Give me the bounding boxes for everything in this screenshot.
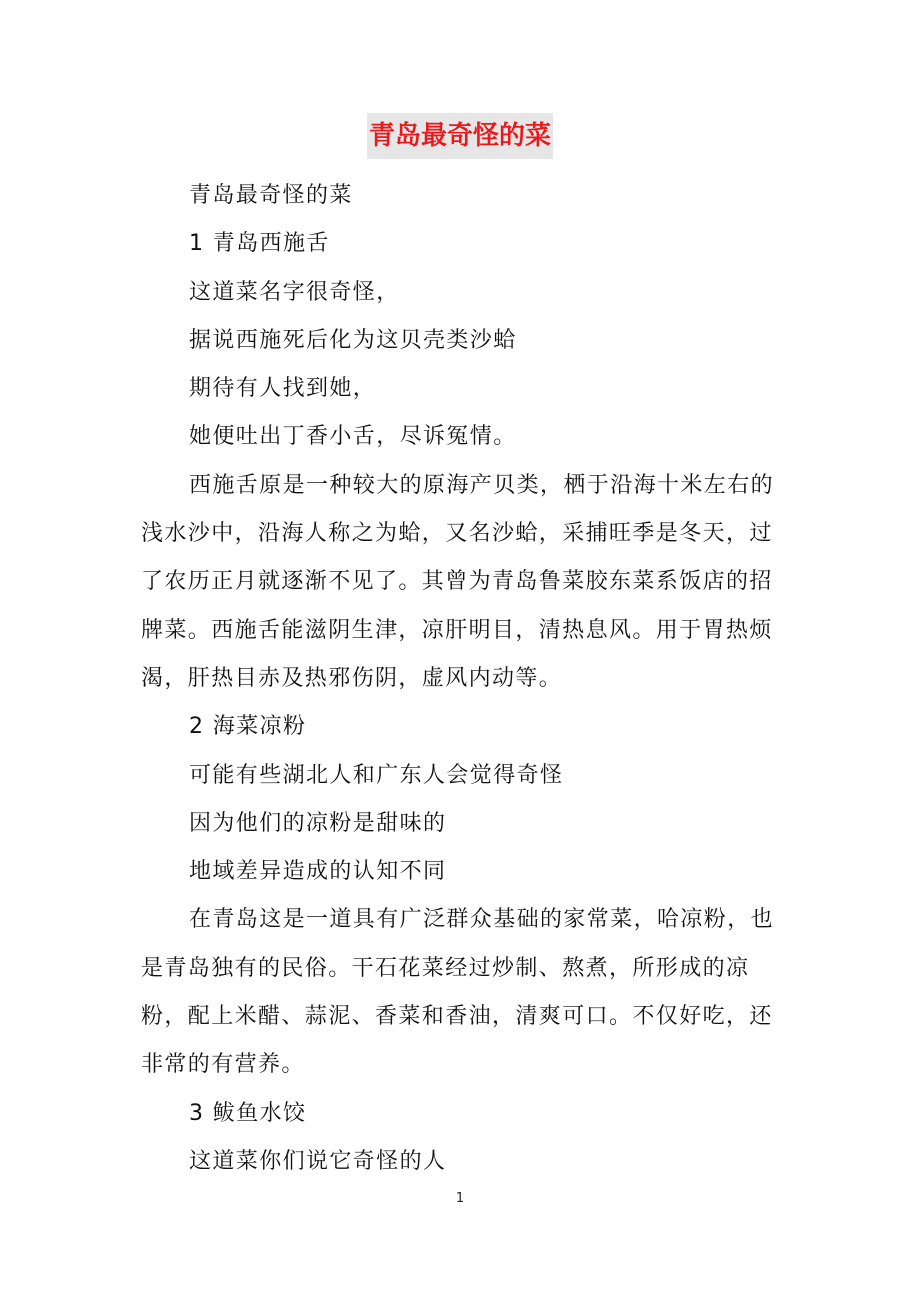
document-title: 青岛最奇怪的菜: [367, 113, 553, 159]
document-title-block: [0, 113, 920, 159]
document-body: [141, 172, 792, 1186]
paragraph: 这道菜名字很奇怪，: [189, 279, 400, 305]
paragraph: 据说西施死后化为这贝壳类沙蛤: [189, 327, 517, 353]
paragraph: 地域差异造成的认知不同: [189, 859, 447, 885]
paragraph: 在青岛这是一道具有广泛群众基础的家常菜，哈凉粉，也是青岛独有的民俗。干石花菜经过炒制、熬煮，所形成的凉粉，配上米醋、蒜泥、香菜和香油，清爽可口。不仅好吃，还非常的有营养。: [141, 907, 775, 1078]
section-heading-3: 3 鲅鱼水饺: [189, 1100, 307, 1126]
section-heading-2: 2 海菜凉粉: [189, 714, 307, 740]
paragraph: 期待有人找到她，: [189, 376, 377, 402]
page-number: 1: [455, 1191, 465, 1206]
paragraph: 她便吐出丁香小舌，尽诉冤情。: [189, 424, 517, 450]
section-heading-1: 1 青岛西施舌: [189, 231, 330, 257]
paragraph: 这道菜你们说它奇怪的人: [189, 1148, 447, 1174]
paragraph: 可能有些湖北人和广东人会觉得奇怪: [189, 762, 564, 788]
paragraph: 西施舌原是一种较大的原海产贝类，栖于沿海十米左右的浅水沙中，沿海人称之为蛤，又名沙蛤，采捕旺季是冬天，过了农历正月就逐渐不见了。其曾为青岛鲁菜胶东菜系饭店的招牌菜。西施舌能滋阴生津，凉肝明目，清热息风。用于胃热烦渴，肝热目赤及热邪伤阴，虚风内动等。: [141, 472, 775, 691]
paragraph: 因为他们的凉粉是甜味的: [189, 810, 447, 836]
paragraph-heading-repeat: 青岛最奇怪的菜: [189, 183, 353, 208]
